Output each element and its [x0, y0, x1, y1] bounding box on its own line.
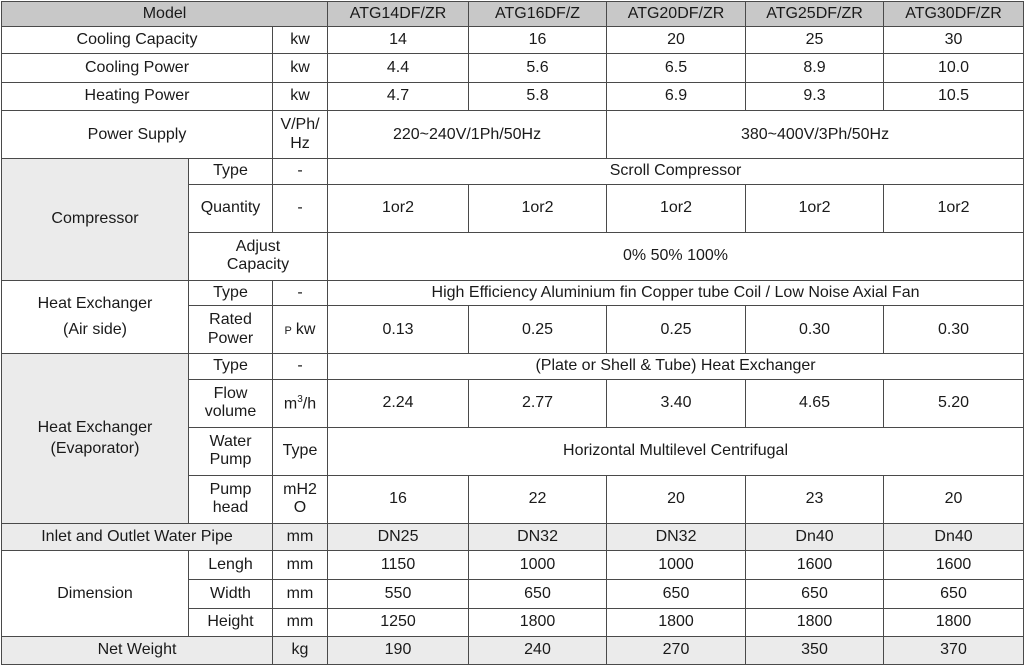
value-cell: 1600 [884, 551, 1024, 580]
value-cell: (Plate or Shell & Tube) Heat Exchanger [328, 354, 1024, 380]
unit-cell: kw [273, 26, 328, 54]
row-label: Heating Power [2, 82, 273, 111]
unit-cell: mm [273, 580, 328, 609]
cooling-power-row [2, 54, 1024, 83]
unit-cell: kw [273, 54, 328, 83]
unit-text: /h [302, 394, 317, 412]
value-cell: 190 [328, 637, 469, 665]
value-cell: 2.24 [328, 379, 469, 427]
unit-line: V/Ph/ [280, 116, 320, 134]
value-cell: 6.5 [607, 54, 746, 83]
label-line: Power [207, 329, 254, 347]
value-cell: 4.7 [328, 82, 469, 111]
value-cell: 1000 [469, 551, 607, 580]
sub-label [189, 306, 273, 354]
value-cell: 1800 [469, 608, 607, 637]
value-cell: 650 [607, 580, 746, 609]
sub-label: Height [189, 608, 273, 637]
value-cell: 1000 [607, 551, 746, 580]
sub-label: Type [189, 280, 273, 306]
label-line: Water [209, 432, 252, 450]
value-cell: 1150 [328, 551, 469, 580]
model-name: ATG30DF/ZR [884, 2, 1024, 27]
unit-prefix: P [284, 324, 292, 337]
value-cell: 30 [884, 26, 1024, 54]
model-name: ATG25DF/ZR [746, 2, 884, 27]
dimension-length-row [2, 551, 1024, 580]
value-cell: 6.9 [607, 82, 746, 111]
unit-cell: kw [273, 82, 328, 111]
hx-evap-type-row [2, 354, 1024, 380]
value-cell: 5.20 [884, 379, 1024, 427]
value-cell: 4.65 [746, 379, 884, 427]
label-line: Rated [209, 311, 252, 329]
value-cell: 20 [607, 26, 746, 54]
label-line: Flow [213, 384, 248, 402]
unit-cell: mm [273, 608, 328, 637]
sub-label: Width [189, 580, 273, 609]
unit-text: kw [295, 320, 316, 338]
value-cell: 370 [884, 637, 1024, 665]
group-subtitle: (Air side) [62, 321, 127, 339]
label-line: Adjust [235, 237, 281, 255]
value-cell: 5.6 [469, 54, 607, 83]
value-cell: 23 [746, 475, 884, 523]
sub-label: Lengh [189, 551, 273, 580]
value-cell: 1or2 [884, 184, 1024, 232]
value-cell: 10.5 [884, 82, 1024, 111]
row-label: Cooling Capacity [2, 26, 273, 54]
value-cell: 650 [746, 580, 884, 609]
unit-cell: mm [273, 551, 328, 580]
pipe-row [2, 523, 1024, 551]
unit-cell: - [273, 280, 328, 306]
value-cell: DN25 [328, 523, 469, 551]
value-cell: 1600 [746, 551, 884, 580]
hx-air-type-row [2, 280, 1024, 306]
model-label: Model [2, 2, 328, 27]
value-cell: 1800 [746, 608, 884, 637]
value-cell: 1800 [607, 608, 746, 637]
sub-label: Quantity [189, 184, 273, 232]
label-line: Capacity [226, 256, 290, 274]
value-cell: 10.0 [884, 54, 1024, 83]
sub-label [189, 427, 273, 475]
value-cell: High Efficiency Aluminium fin Copper tube Coil / Low Noise Axial Fan [328, 280, 1024, 306]
value-cell: DN32 [607, 523, 746, 551]
value-cell: 9.3 [746, 82, 884, 111]
unit-cell [273, 111, 328, 159]
unit-cell: - [273, 184, 328, 232]
value-cell: 0.30 [746, 306, 884, 354]
unit-line: O [293, 499, 307, 517]
group-label-dimension: Dimension [2, 551, 189, 637]
value-cell: 22 [469, 475, 607, 523]
sub-label: Type [189, 354, 273, 380]
value-cell: 16 [469, 26, 607, 54]
value-cell: DN32 [469, 523, 607, 551]
cooling-capacity-row [2, 26, 1024, 54]
group-title: Heat Exchanger [37, 294, 153, 312]
group-label-hx-air [2, 280, 189, 354]
value-cell: 8.9 [746, 54, 884, 83]
value-cell: 20 [884, 475, 1024, 523]
value-cell: 14 [328, 26, 469, 54]
value-cell: 1or2 [607, 184, 746, 232]
spec-table [1, 1, 1024, 665]
unit-superscript: 3 [297, 393, 303, 405]
group-title: Heat Exchanger [37, 419, 153, 437]
heating-power-row [2, 82, 1024, 111]
header-row [2, 2, 1024, 27]
group-label-compressor: Compressor [2, 159, 189, 281]
value-cell: 0.25 [469, 306, 607, 354]
value-cell: 240 [469, 637, 607, 665]
label-line: Pump [209, 480, 252, 498]
value-cell: 2.77 [469, 379, 607, 427]
unit-line: mH2 [283, 480, 317, 498]
model-name: ATG14DF/ZR [328, 2, 469, 27]
value-cell: 0.13 [328, 306, 469, 354]
unit-cell [273, 379, 328, 427]
value-cell: 0.25 [607, 306, 746, 354]
row-label: Power Supply [2, 111, 273, 159]
model-name: ATG20DF/ZR [607, 2, 746, 27]
value-cell: 380~400V/3Ph/50Hz [607, 111, 1024, 159]
group-subtitle: (Evaporator) [50, 439, 140, 457]
value-cell: Scroll Compressor [328, 159, 1024, 185]
value-cell: Dn40 [746, 523, 884, 551]
unit-cell: kg [273, 637, 328, 665]
sub-label [189, 475, 273, 523]
value-cell: 25 [746, 26, 884, 54]
group-label-hx-evap [2, 354, 189, 524]
label-line: Pump [209, 451, 252, 469]
value-cell: 650 [884, 580, 1024, 609]
sub-label [189, 232, 328, 280]
value-cell: 3.40 [607, 379, 746, 427]
value-cell: Horizontal Multilevel Centrifugal [328, 427, 1024, 475]
value-cell: 16 [328, 475, 469, 523]
value-cell: 1or2 [746, 184, 884, 232]
value-cell: 0% 50% 100% [328, 232, 1024, 280]
label-line: volume [204, 403, 257, 421]
sub-label [189, 379, 273, 427]
value-cell: 1250 [328, 608, 469, 637]
value-cell: 650 [469, 580, 607, 609]
power-supply-row [2, 111, 1024, 159]
value-cell: Dn40 [884, 523, 1024, 551]
value-cell: 350 [746, 637, 884, 665]
net-weight-row [2, 637, 1024, 665]
value-cell: 5.8 [469, 82, 607, 111]
unit-text: m [283, 394, 298, 412]
value-cell: 1800 [884, 608, 1024, 637]
unit-cell: Type [273, 427, 328, 475]
sub-label: Type [189, 159, 273, 185]
unit-cell: - [273, 354, 328, 380]
value-cell: 270 [607, 637, 746, 665]
value-cell: 1or2 [469, 184, 607, 232]
row-label: Inlet and Outlet Water Pipe [2, 523, 273, 551]
label-line: head [212, 499, 249, 517]
value-cell: 550 [328, 580, 469, 609]
unit-cell [273, 475, 328, 523]
value-cell: 1or2 [328, 184, 469, 232]
unit-cell: mm [273, 523, 328, 551]
compressor-type-row [2, 159, 1024, 185]
row-label: Net Weight [2, 637, 273, 665]
row-label: Cooling Power [2, 54, 273, 83]
value-cell: 4.4 [328, 54, 469, 83]
unit-cell: - [273, 159, 328, 185]
unit-line: Hz [290, 134, 310, 152]
model-name: ATG16DF/Z [469, 2, 607, 27]
value-cell: 0.30 [884, 306, 1024, 354]
unit-cell [273, 306, 328, 354]
value-cell: 220~240V/1Ph/50Hz [328, 111, 607, 159]
value-cell: 20 [607, 475, 746, 523]
